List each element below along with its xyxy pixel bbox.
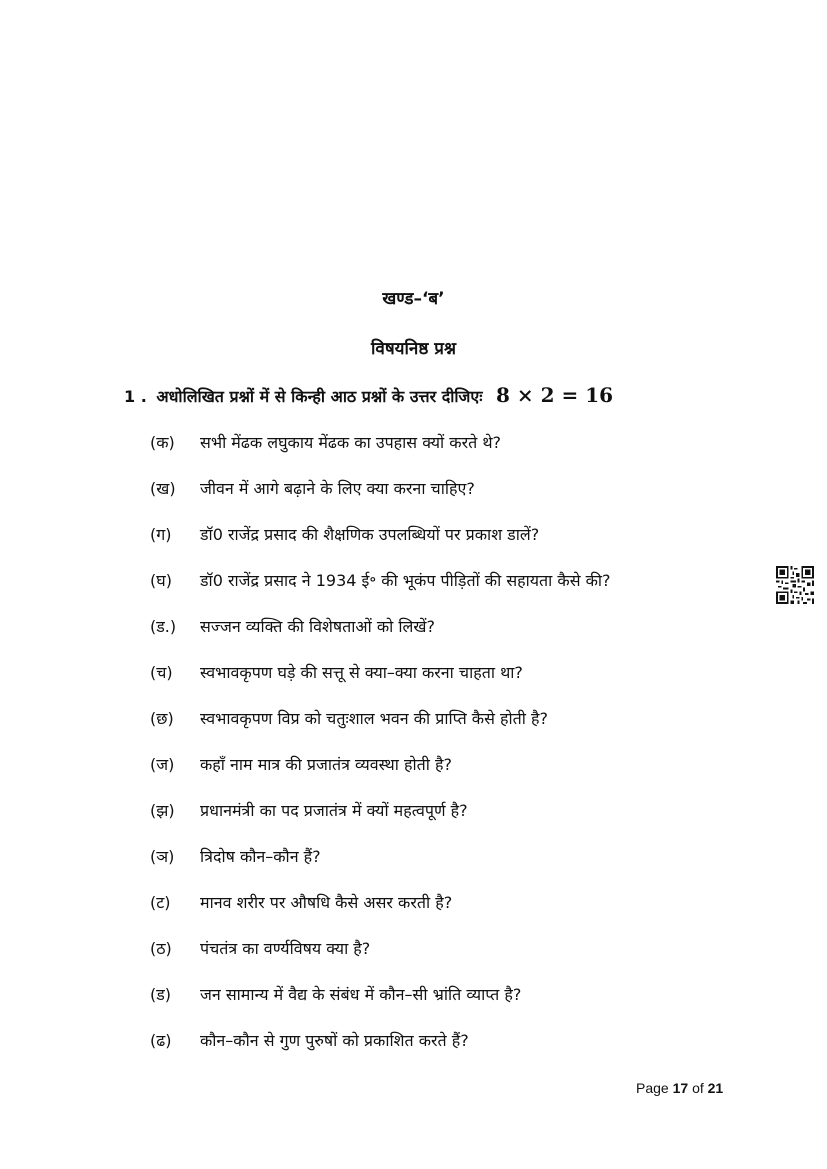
sub-question-text: डॉ0 राजेंद्र प्रसाद की शैक्षणिक उपलब्धियों पर प्रकाश डालें? <box>200 525 540 544</box>
sub-question-label: (ड) <box>150 985 172 1004</box>
sub-question <box>150 569 611 593</box>
sub-question-text: मानव शरीर पर औषधि कैसे असर करती है? <box>200 893 453 912</box>
sub-question-text: पंचतंत्र का वर्ण्यविषय क्या है? <box>200 939 371 958</box>
sub-question-text: कौन–कौन से गुण पुरुषों को प्रकाशित करते हैं? <box>200 1031 469 1050</box>
sub-question-label: (छ) <box>150 709 174 728</box>
sub-question-label: (क) <box>150 433 175 452</box>
sub-question-text: स्वभावकृपण विप्र को चतुःशाल भवन की प्राप्ति कैसे होती है? <box>200 709 548 728</box>
sub-question-text: डॉ0 राजेंद्र प्रसाद ने 1934 ई॰ की भूकंप पीड़ितों की सहायता कैसे की? <box>200 571 611 590</box>
sub-question <box>150 891 452 915</box>
sub-question-text: जीवन में आगे बढ़ाने के लिए क्या करना चाहिए? <box>200 479 475 498</box>
question-1 <box>124 383 613 407</box>
sub-question-label: (ञ) <box>150 847 175 866</box>
sub-question-text: स्वभावकृपण घड़े की सत्तू से क्या–क्या करना चाहता था? <box>200 663 523 682</box>
sub-question-label: (ज) <box>150 755 175 774</box>
current-page: 17 <box>672 1080 689 1096</box>
sub-question-text: सज्जन व्यक्ति की विशेषताओं को लिखें? <box>200 617 435 636</box>
sub-question-label: (झ) <box>150 801 175 820</box>
sub-question <box>150 615 435 639</box>
sub-question-text: कहाँ नाम मात्र की प्रजातंत्र व्यवस्था होती है? <box>200 755 452 774</box>
sub-question <box>150 983 521 1007</box>
sub-question <box>150 477 475 501</box>
sub-question-label: (ट) <box>150 893 171 912</box>
sub-question <box>150 799 468 823</box>
page-number <box>636 1080 723 1096</box>
question-instruction: अधोलिखित प्रश्नों में से किन्ही आठ प्रश्नों के उत्तर दीजिएः <box>156 387 483 406</box>
section-heading: खण्ड–‘ब’ <box>382 289 445 309</box>
qr-code-icon <box>776 566 814 604</box>
sub-question <box>150 661 523 685</box>
of-word: of <box>692 1080 704 1096</box>
section-subheading: विषयनिष्ठ प्रश्न <box>370 339 456 359</box>
question-number: 1 . <box>124 387 147 406</box>
sub-question <box>150 845 321 869</box>
sub-question <box>150 431 501 455</box>
total-pages: 21 <box>707 1080 724 1096</box>
sub-question-text: त्रिदोष कौन–कौन हैं? <box>200 847 321 866</box>
sub-question-label: (ठ) <box>150 939 172 958</box>
marks-formula: 8 × 2 = 16 <box>496 383 614 407</box>
sub-question-label: (ढ) <box>150 1031 172 1050</box>
sub-question-label: (ड.) <box>150 617 177 636</box>
sub-question <box>150 753 452 777</box>
sub-question-label: (ख) <box>150 479 176 498</box>
sub-question-text: जन सामान्य में वैद्य के संबंध में कौन–सी भ्रांति व्याप्त है? <box>200 985 522 1004</box>
sub-question-text: प्रधानमंत्री का पद प्रजातंत्र में क्यों महत्वपूर्ण है? <box>200 801 468 820</box>
sub-question <box>150 707 548 731</box>
sub-question-label: (ग) <box>150 525 172 544</box>
sub-question <box>150 937 370 961</box>
sub-question <box>150 1029 469 1053</box>
page-word: Page <box>636 1080 669 1096</box>
sub-question <box>150 523 539 547</box>
sub-question-label: (च) <box>150 663 173 682</box>
sub-question-label: (घ) <box>150 571 172 590</box>
sub-question-text: सभी मेंढक लघुकाय मेंढक का उपहास क्यों करते थे? <box>200 433 502 452</box>
